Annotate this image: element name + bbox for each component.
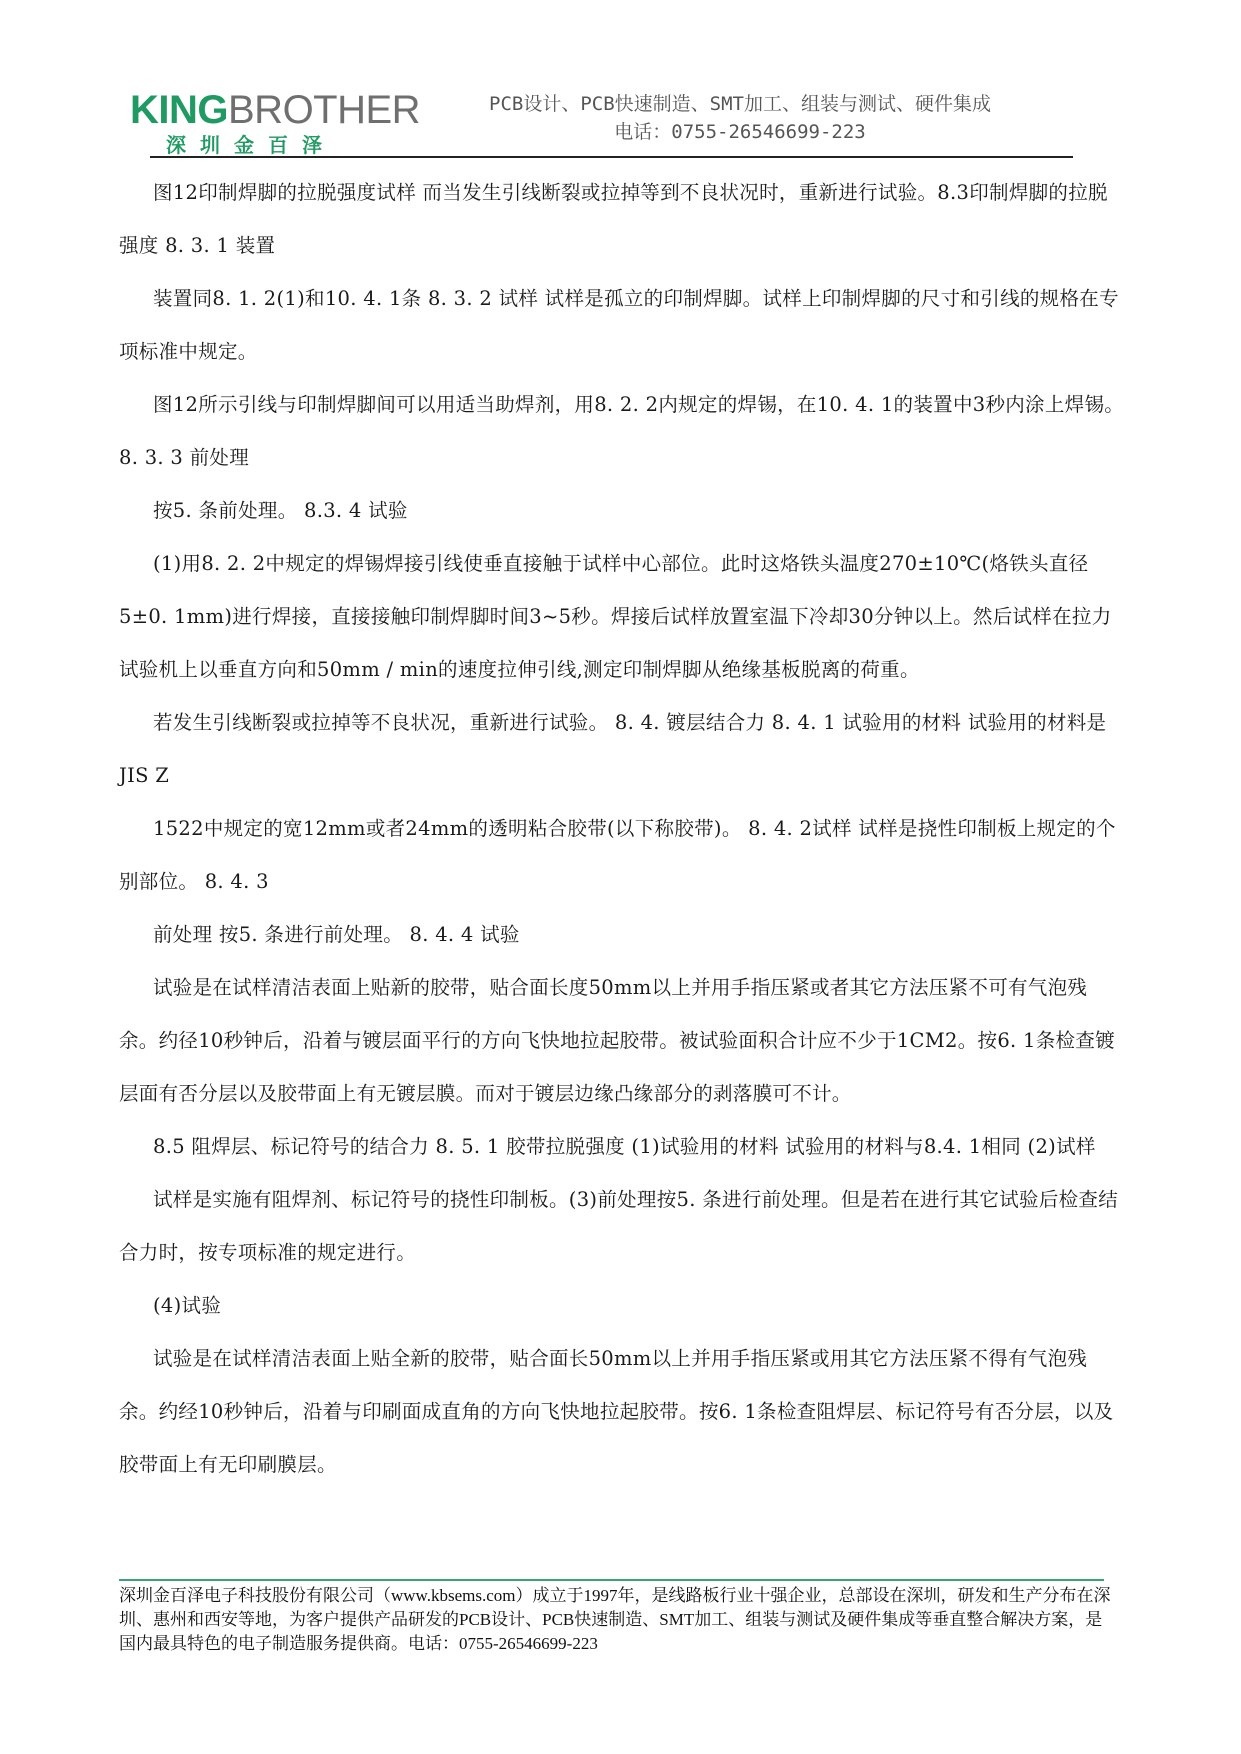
paragraph: 图12印制焊脚的拉脱强度试样 而当发生引线断裂或拉掉等到不良状况时，重新进行试验。8.3印制焊脚的拉脱强度 8. 3. 1 装置 [119,181,1108,257]
footer-company-info: 深圳金百泽电子科技股份有限公司（www.kbsems.com）成立于1997年，是线路板行业十强企业，总部设在深圳，研发和生产分布在深圳、惠州和西安等地，为客户提供产品研发的PCB设计、PCB快速制造、SMT加工、组装与测试及硬件集成等垂直整合解决方案，是国内最具特色的电子制造服务提供商。电话：0755-26546699-223 [119,1586,1111,1653]
paragraph: 1522中规定的宽12mm或者24mm的透明粘合胶带(以下称胶带)。 8. 4. 2试样 试样是挠性印制板上规定的个别部位。 8. 4. 3 [119,817,1116,893]
footer-divider [119,1579,1104,1581]
paragraph: 若发生引线断裂或拉掉等不良状况，重新进行试验。 8. 4. 镀层结合力 8. 4. 1 试验用的材料 试验用的材料是JIS Z [119,711,1107,787]
paragraph: 试验是在试样清洁表面上贴全新的胶带，贴合面长50mm以上并用手指压紧或用其它方法压紧不得有气泡残余。约经10秒钟后，沿着与印刷面成直角的方向飞快地拉起胶带。按6. 1条检查阻焊层、标记符号有否分层，以及胶带面上有无印刷膜层。 [119,1347,1114,1476]
paragraph: 按5. 条前处理。 8.3. 4 试验 [153,499,408,522]
paragraph: 试样是实施有阻焊剂、标记符号的挠性印制板。(3)前处理按5. 条进行前处理。但是若在进行其它试验后检查结合力时，按专项标准的规定进行。 [119,1188,1119,1264]
paragraph: 装置同8. 1. 2(1)和10. 4. 1条 8. 3. 2 试样 试样是孤立的印制焊脚。试样上印制焊脚的尺寸和引线的规格在专项标准中规定。 [119,287,1119,363]
header-phone: 电话：0755-26546699-223 [614,121,866,143]
header-divider [150,156,1073,158]
paragraph: 前处理 按5. 条进行前处理。 8. 4. 4 试验 [153,923,520,946]
paragraph: (4)试验 [153,1294,222,1317]
logo-brand-green: KING [130,88,228,132]
header-services: PCB设计、PCB快速制造、SMT加工、组装与测试、硬件集成 [489,93,991,115]
document-body [119,166,1126,1491]
logo-subtitle: 深圳金百泽 [166,133,336,157]
paragraph: 图12所示引线与印制焊脚间可以用适当助焊剂，用8. 2. 2内规定的焊锡，在10. 4. 1的装置中3秒内涂上焊锡。 8. 3. 3 前处理 [119,393,1125,469]
logo-brand-gray: BROTHER [228,88,421,132]
logo-wordmark [130,88,421,132]
paragraph: 试验是在试样清洁表面上贴新的胶带，贴合面长度50mm以上并用手指压紧或者其它方法压紧不可有气泡残余。约径10秒钟后，沿着与镀层面平行的方向飞快地拉起胶带。被试验面积合计应不少于1CM2。按6. 1条检查镀层面有否分层以及胶带面上有无镀层膜。而对于镀层边缘凸缘部分的剥落膜可不计。 [119,976,1115,1105]
paragraph: 8.5 阻焊层、标记符号的结合力 8. 5. 1 胶带拉脱强度 (1)试验用的材料 试验用的材料与8.4. 1相同 (2)试样 [153,1135,1096,1158]
paragraph: (1)用8. 2. 2中规定的焊锡焊接引线使垂直接触于试样中心部位。此时这烙铁头温度270±10℃(烙铁头直径5±0. 1mm)进行焊接，直接接触印制焊脚时间3~5秒。焊接后试样放置室温下冷却30分钟以上。然后试样在拉力试验机上以垂直方向和50mm / min的速度拉伸引线,测定印制焊脚从绝缘基板脱离的荷重。 [119,552,1112,681]
company-logo [130,88,421,158]
header-info [440,90,1040,146]
